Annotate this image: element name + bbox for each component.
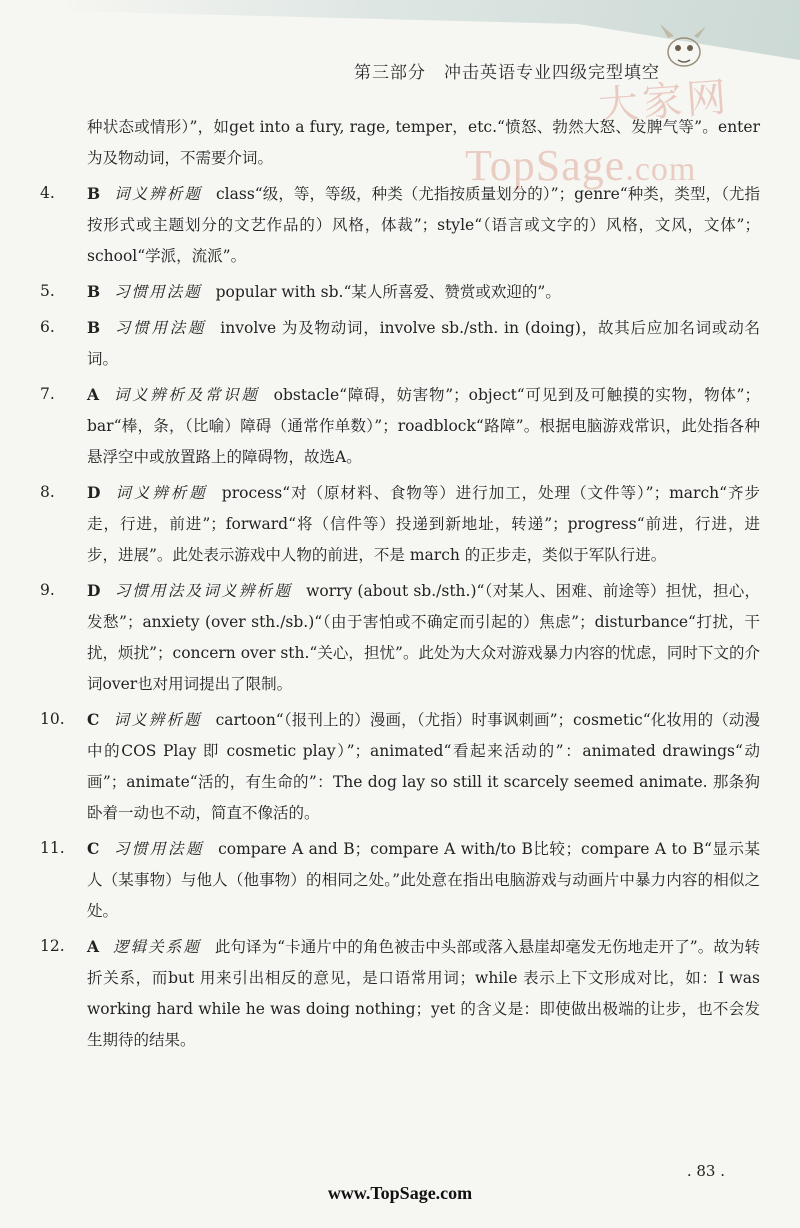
item-answer: C xyxy=(87,839,100,858)
item-answer: A xyxy=(87,385,100,404)
item-text: obstacle“障碍，妨害物”；object“可见到及可触摸的实物，物体”；bar“棒，条，（比喻）障碍（通常作单数）”；roadblock“路障”。根据电脑游戏常识，此处指各种悬浮空中或放置路上的障碍物，故选A。 xyxy=(87,386,760,466)
item-number: 9. xyxy=(40,581,55,599)
item-category: 词义辨析题 xyxy=(113,711,202,729)
item-number: 4. xyxy=(40,184,55,202)
answer-item-11 xyxy=(40,833,760,927)
item-category: 词义辨析题 xyxy=(114,185,202,203)
answer-item-7 xyxy=(40,379,760,473)
answer-item-5 xyxy=(40,276,760,308)
item-text: popular with sb.“某人所喜爱、赞赏或欢迎的”。 xyxy=(215,283,561,301)
answer-item-6 xyxy=(40,312,760,375)
item-number: 6. xyxy=(40,318,55,336)
answer-item-10 xyxy=(40,704,760,829)
item-answer: B xyxy=(87,184,101,203)
item-category: 逻辑关系题 xyxy=(113,938,201,956)
item-answer: A xyxy=(87,937,100,956)
footer-url-link[interactable]: www.TopSage.com xyxy=(327,1183,473,1203)
answer-explanations xyxy=(40,112,760,1056)
item-number: 7. xyxy=(40,385,55,403)
item-number: 12. xyxy=(40,937,65,955)
item-text: class“级，等，等级，种类（尤指按质量划分的）”；genre“种类，类型，（尤指按形式或主题划分的文艺作品的）风格，体裁”；style“（语言或文字的）风格，文风，文体”；school“学派，流派”。 xyxy=(87,185,760,265)
watermark-en-suffix: .com xyxy=(625,151,697,188)
item-answer: C xyxy=(87,710,100,729)
item-text: cartoon“（报刊上的）漫画，（尤指）时事讽刺画”；cosmetic“化妆用的（动漫中的COS Play 即 cosmetic play）”；animated“看起来活动的”：animated drawings“动画”；animate“活的，有生命的”：The dog lay so still it scarcely seemed animate. 那条狗卧着一动也不动，简直不像活的。 xyxy=(87,711,760,822)
watermark-en-main: TopSage xyxy=(465,141,626,190)
item-text: worry (about sb./sth.)“（对某人、困难、前途等）担忧，担心，发愁”；anxiety (over sth./sb.)“（由于害怕或不确定而引起的）焦虑”；disturbance“打扰，干扰，烦扰”；concern over sth.“关心，担忧”。此处为大众对游戏暴力内容的忧虑，同时下文的介词over也对用词提出了限制。 xyxy=(87,582,760,693)
item-category: 习惯用法题 xyxy=(113,840,205,858)
item-number: 10. xyxy=(40,710,65,728)
continuation-paragraph: 种状态或情形）”，如get into a fury, rage, temper，etc.“愤怒、勃然大怒、发脾气等”。enter 为及物动词，不需要介词。 xyxy=(87,118,760,167)
item-text: involve 为及物动词，involve sb./sth. in (doing)，故其后应加名词或动名词。 xyxy=(87,319,760,368)
item-number: 11. xyxy=(40,839,65,857)
item-category: 习惯用法题 xyxy=(114,283,202,301)
item-category: 词义辨析及常识题 xyxy=(113,386,260,404)
answer-item-12 xyxy=(40,931,760,1056)
answer-item-9 xyxy=(40,575,760,700)
page-number: . 83 . xyxy=(686,1162,725,1180)
item-answer: D xyxy=(87,581,101,600)
item-number: 8. xyxy=(40,483,55,501)
item-answer: D xyxy=(87,483,101,502)
item-answer: B xyxy=(87,282,101,301)
section-header-title: 第三部分 冲击英语专业四级完型填空 xyxy=(354,63,660,83)
item-category: 习惯用法及词义辨析题 xyxy=(114,582,293,600)
item-number: 5. xyxy=(40,282,55,300)
item-category: 习惯用法题 xyxy=(114,319,207,337)
item-text: 此句译为“卡通片中的角色被击中头部或落入悬崖却毫发无伤地走开了”。故为转折关系，而but 用来引出相反的意见，是口语常用词；while 表示上下文形成对比，如：I was working hard while he was doing nothing；yet 的含义是：即使做出极端的让步，也不会发生期待的结果。 xyxy=(87,938,760,1049)
item-category: 词义辨析题 xyxy=(114,484,208,502)
watermark-cn: 大家网 xyxy=(596,74,732,130)
answer-item-4 xyxy=(40,178,760,272)
answer-item-8 xyxy=(40,477,760,571)
item-answer: B xyxy=(87,318,101,337)
item-text: compare A and B；compare A with/to B比较；compare A to B“显示某人（某事物）与他人（他事物）的相同之处。”此处意在指出电脑游戏与动画片中暴力内容的相似之处。 xyxy=(87,840,760,920)
item-text: process“对（原材料、食物等）进行加工，处理（文件等）”；march“齐步走，行进，前进”；forward“将（信件等）投递到新地址，转递”；progress“前进，行进，进步，进展”。此处表示游戏中人物的前进，不是 march 的正步走，类似于军队行进。 xyxy=(87,484,760,564)
